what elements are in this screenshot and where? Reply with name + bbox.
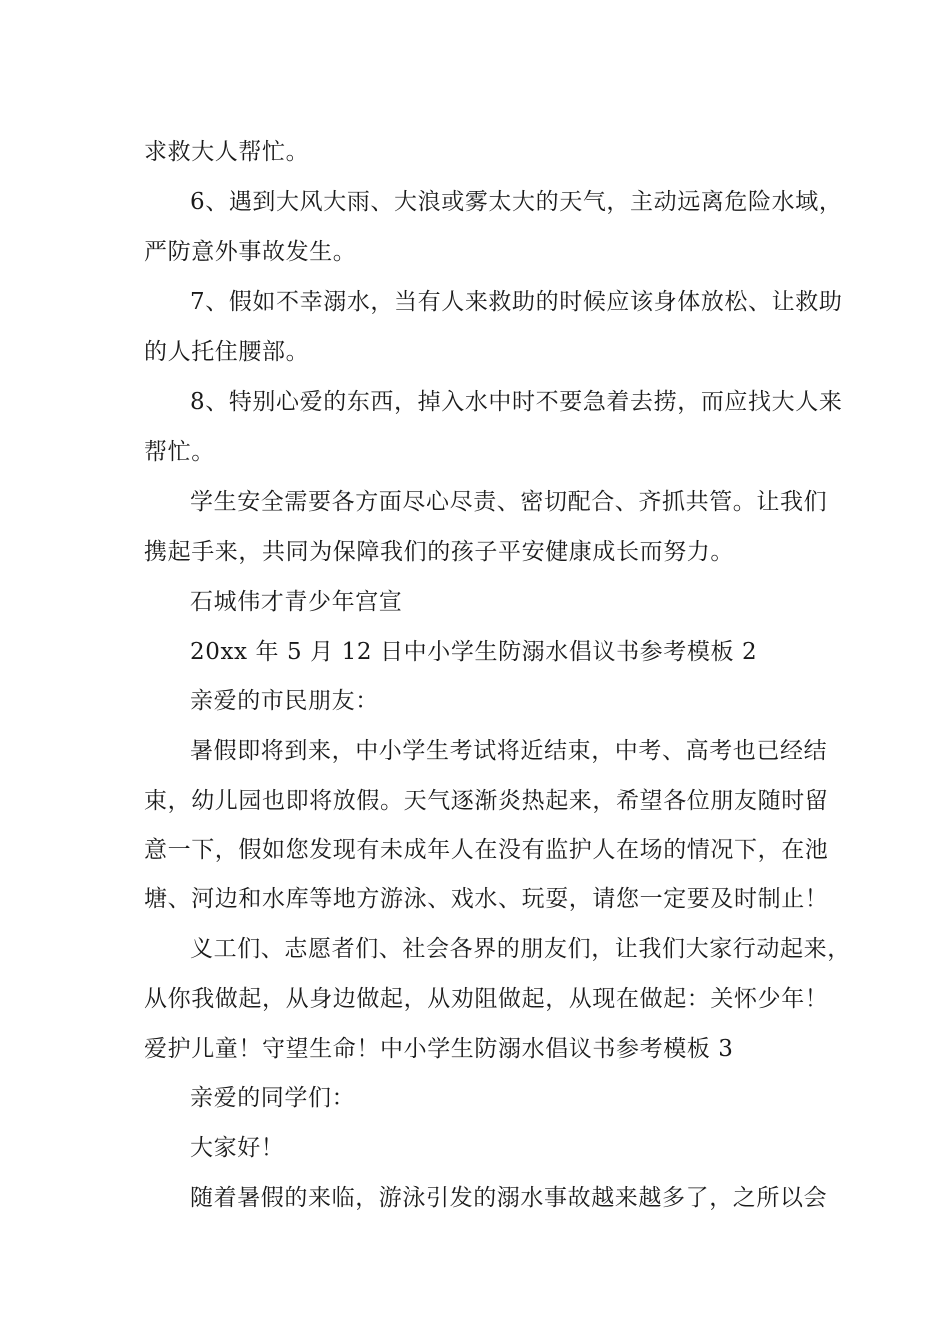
text-line: 帮忙。 [144,439,215,465]
text-line: 携起手来，共同为保障我们的孩子平安健康成长而努力。 [144,539,734,565]
text-line: 6、遇到大风大雨、大浪或雾太大的天气，主动远离危险水域， [190,189,843,215]
text-line: 爱护儿童！守望生命！中小学生防溺水倡议书参考模板 3 [144,1036,734,1062]
text-line: 义工们、志愿者们、社会各界的朋友们，让我们大家行动起来， [190,936,851,962]
text-line: 大家好！ [190,1135,285,1161]
text-line: 学生安全需要各方面尽心尽责、密切配合、齐抓共管。让我们 [190,489,828,515]
text-line: 暑假即将到来，中小学生考试将近结束，中考、高考也已经结 [190,738,828,764]
text-line: 束，幼儿园也即将放假。天气逐渐炎热起来，希望各位朋友随时留 [144,788,829,814]
text-line: 塘、河边和水库等地方游泳、戏水、玩耍，请您一定要及时制止！ [144,886,829,912]
text-line: 20xx 年 5 月 12 日中小学生防溺水倡议书参考模板 2 [190,639,758,665]
text-line: 从你我做起，从身边做起，从劝阻做起，从现在做起：关怀少年！ [144,986,829,1012]
text-line: 亲爱的同学们： [190,1085,356,1111]
text-line: 求救大人帮忙。 [144,139,310,165]
text-line: 意一下，假如您发现有未成年人在没有监护人在场的情况下，在池 [144,837,829,863]
text-line: 的人托住腰部。 [144,339,310,365]
text-line: 石城伟才青少年宫宣 [190,589,403,615]
text-line: 亲爱的市民朋友： [190,688,379,714]
text-line: 8、特别心爱的东西，掉入水中时不要急着去捞，而应找大人来 [190,389,843,415]
text-line: 严防意外事故发生。 [144,239,357,265]
text-line: 随着暑假的来临，游泳引发的溺水事故越来越多了，之所以会 [190,1185,828,1211]
text-line: 7、假如不幸溺水，当有人来救助的时候应该身体放松、让救助 [190,289,843,315]
